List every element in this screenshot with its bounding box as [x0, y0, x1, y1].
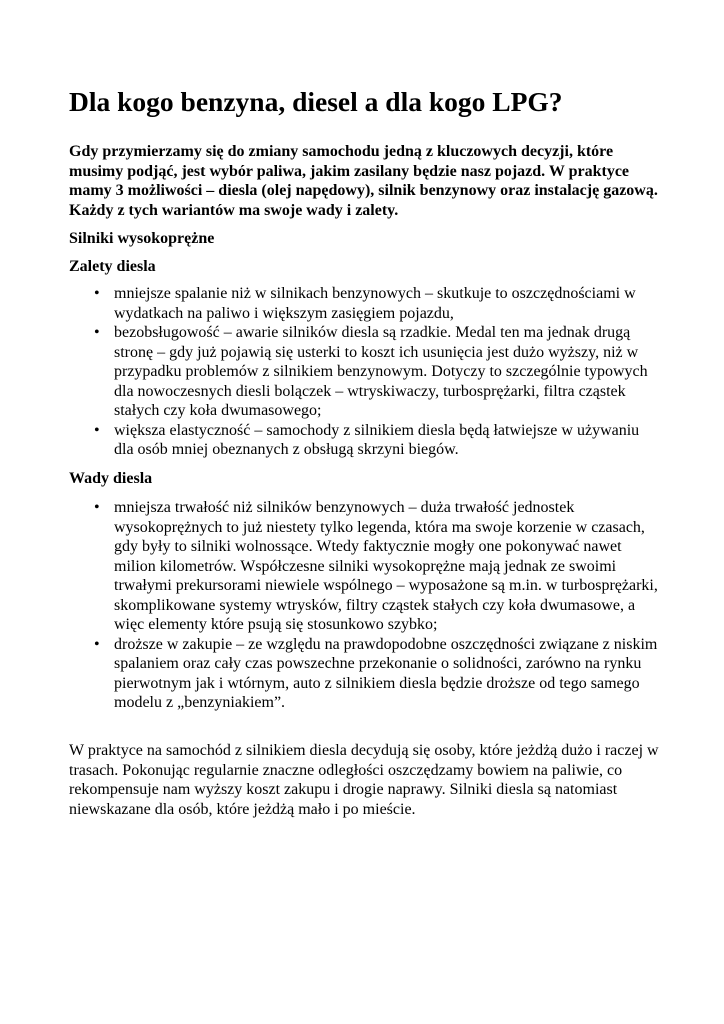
lead-paragraph: Gdy przymierzamy się do zmiany samochodu jedną z kluczowych decyzji, które musimy podjąć, jest wybór paliwa, jakim zasilany będzie nasz pojazd. W praktyce mamy 3 możliwości – diesla (olej napędowy), silnik benzynowy oraz instalację gazową. Każdy z tych wariantów ma swoje wady i zalety.: [69, 143, 658, 219]
disadvantages-heading: Wady diesla: [69, 470, 153, 487]
list-item: • bezobsługowość – awarie silników diesla są rzadkie. Medal ten ma jednak drugą stronę – gdy już pojawią się usterki to koszt ich usunięcia jest dużo wyższy, niż w przypadku problemów z silnikiem benzynowym. Dotyczy to szczególnie typowych dla nowoczesnych diesli bolączek – wtryskiwaczy, turbosprężarki, filtra cząstek stałych czy koła dwumasowego;: [69, 323, 659, 421]
list-item: • większa elastyczność – samochody z silnikiem diesla będą łatwiejsze w używaniu dla osób mniej obeznanych z obsługą skrzyni biegów.: [69, 421, 659, 460]
advantages-list: [69, 284, 659, 460]
list-item: • droższe w zakupie – ze względu na prawdopodobne oszczędności związane z niskim spalaniem oraz cały czas powszechne przekonanie o solidności, zarówno na rynku pierwotnym jak i wtórnym, auto z silnikiem diesla będzie droższe od tego samego modelu z „benzyniakiem”.: [69, 635, 659, 713]
section-heading-diesel-engines: Silniki wysokoprężne: [69, 230, 215, 247]
closing-paragraph: W praktyce na samochód z silnikiem diesla decydują się osoby, które jeżdżą dużo i raczej w trasach. Pokonując regularnie znaczne odległości oszczędzamy bowiem na paliwie, co rekompensuje nam wyższy koszt zakupu i drogie naprawy. Silniki diesla są natomiast niewskazane dla osób, które jeżdżą mało i po mieście.: [69, 742, 659, 818]
list-item: • mniejsze spalanie niż w silnikach benzynowych – skutkuje to oszczędnościami w wydatkach na paliwo i większym zasięgiem pojazdu,: [69, 284, 659, 323]
document-title: Dla kogo benzyna, diesel a dla kogo LPG?: [69, 86, 563, 117]
list-item: • mniejsza trwałość niż silników benzynowych – duża trwałość jednostek wysokoprężnych to już niestety tylko legenda, która ma swoje korzenie w czasach, gdy były to silniki wolnossące. Wtedy faktycznie mogły one pokonywać nawet milion kilometrów. Współczesne silniki wysokoprężne mają jednak ze swoimi trwałymi prekursorami niewiele wspólnego – wyposażone są m.in. w turbosprężarki, skomplikowane systemy wtrysków, filtry cząstek stałych czy koła dwumasowe, a więc elementy które psują się stosunkowo szybko;: [69, 498, 659, 635]
advantages-heading: Zalety diesla: [69, 258, 156, 275]
disadvantages-list: [69, 498, 659, 713]
